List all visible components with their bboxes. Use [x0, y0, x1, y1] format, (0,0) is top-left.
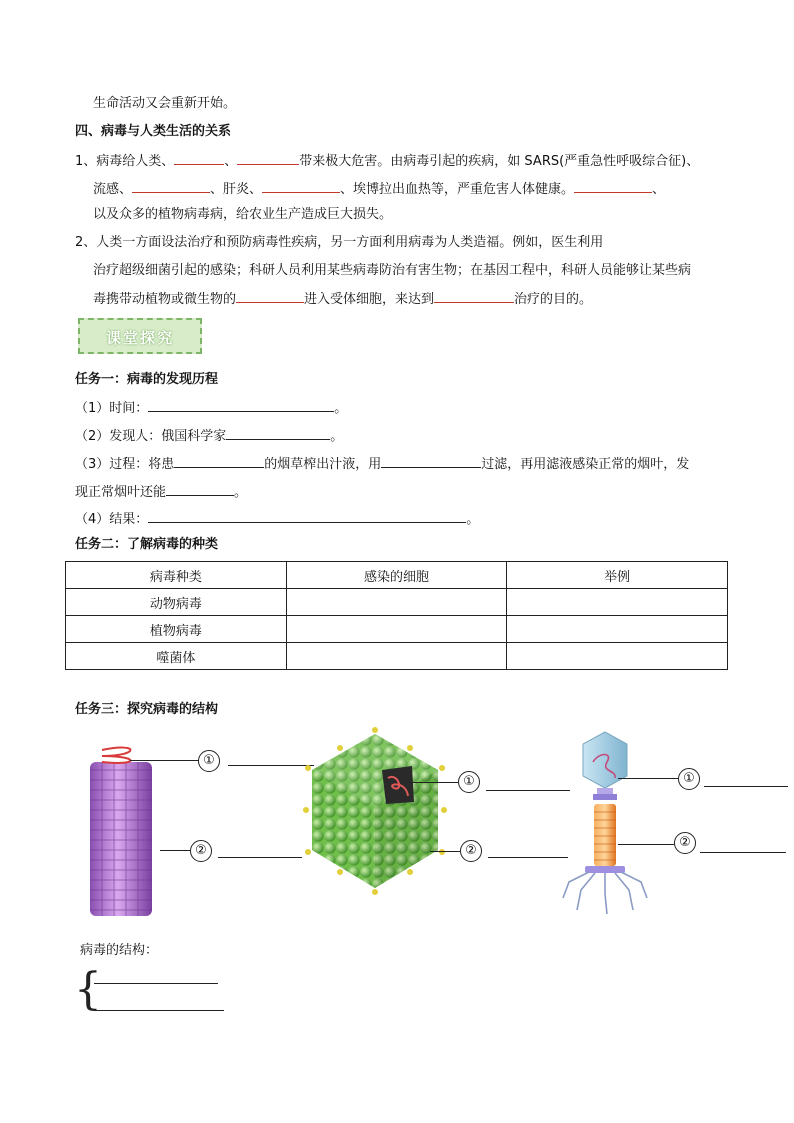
- answer-blank[interactable]: [704, 786, 788, 787]
- table-row: [66, 643, 728, 670]
- task1-q4: （4）结果： 。: [75, 508, 479, 530]
- rod-virus-illustration: [80, 740, 160, 920]
- leader-line: [410, 782, 458, 783]
- blank[interactable]: [166, 481, 234, 496]
- table-cell-blank[interactable]: [507, 616, 728, 643]
- section4-item2-line2: 治疗超级细菌引起的感染；科研人员利用某些病毒防治有害生物；在基因工程中，科研人员能够让某些病: [93, 263, 692, 278]
- blank[interactable]: [574, 178, 652, 193]
- blank[interactable]: [237, 150, 299, 165]
- label-1: ①: [458, 771, 480, 793]
- task1-q1: （1）时间： 。: [75, 397, 347, 419]
- task1-q2: （2）发现人：俄国科学家 。: [75, 425, 343, 447]
- label-1: ①: [678, 768, 700, 790]
- section-banner: [78, 318, 202, 354]
- table-cell: 植物病毒: [66, 616, 287, 643]
- answer-blank[interactable]: [218, 857, 302, 858]
- leader-line: [160, 850, 190, 851]
- answer-blank[interactable]: [94, 983, 218, 984]
- intro-line: 生命活动又会重新开始。: [93, 96, 237, 111]
- leader-line: [618, 778, 678, 779]
- table-cell-blank[interactable]: [286, 643, 507, 670]
- leader-line: [618, 844, 674, 845]
- blank[interactable]: [148, 397, 334, 412]
- table-header: 病毒种类: [66, 562, 287, 589]
- blank[interactable]: [174, 453, 264, 468]
- table-row: [66, 589, 728, 616]
- answer-blank[interactable]: [700, 852, 786, 853]
- table-cell-blank[interactable]: [507, 589, 728, 616]
- blank[interactable]: [381, 453, 481, 468]
- answer-blank[interactable]: [94, 1010, 224, 1011]
- blank[interactable]: [226, 425, 330, 440]
- table-cell-blank[interactable]: [507, 643, 728, 670]
- table-row: [66, 616, 728, 643]
- blank[interactable]: [148, 508, 466, 523]
- bacteriophage-illustration: [555, 722, 675, 917]
- table-cell-blank[interactable]: [286, 589, 507, 616]
- blank[interactable]: [262, 178, 340, 193]
- brace-symbol: {: [74, 964, 102, 1015]
- task1-heading: 任务一：病毒的发现历程: [75, 372, 219, 387]
- virus-type-table: [65, 561, 728, 670]
- table-cell: 动物病毒: [66, 589, 287, 616]
- leader-line: [130, 760, 200, 761]
- section4-item2-line1: 2、人类一方面设法治疗和预防病毒性疾病，另一方面利用病毒为人类造福。例如，医生利用: [75, 235, 604, 250]
- blank[interactable]: [236, 288, 304, 303]
- task2-heading: 任务二：了解病毒的种类: [75, 537, 219, 552]
- task1-q3-line2: 现正常烟叶还能 。: [75, 481, 247, 503]
- table-header: 举例: [507, 562, 728, 589]
- table-header-row: [66, 562, 728, 589]
- label-1: ①: [198, 750, 220, 772]
- task3-heading: 任务三：探究病毒的结构: [75, 702, 219, 717]
- section4-item1-line3: 以及众多的植物病毒病，给农业生产造成巨大损失。: [93, 207, 393, 222]
- label-2: ②: [674, 832, 696, 854]
- icosahedral-virus-illustration: [300, 722, 450, 902]
- section4-heading: 四、病毒与人类生活的关系: [75, 124, 232, 139]
- section4-item1-line1: 1、病毒给人类、 、 带来极大危害。由病毒引起的疾病，如 SARS(严重急性呼吸综合征)、: [75, 150, 699, 172]
- table-cell: 噬菌体: [66, 643, 287, 670]
- label-2: ②: [190, 840, 212, 862]
- section4-item2-line3: 毒携带动植物或微生物的 进入受体细胞，来达到 治疗的目的。: [93, 288, 592, 310]
- blank[interactable]: [132, 178, 210, 193]
- section4-item1-line2: 流感、 、肝炎、 、埃博拉出血热等，严重危害人体健康。 、: [93, 178, 665, 200]
- table-header: 感染的细胞: [286, 562, 507, 589]
- label-2: ②: [460, 840, 482, 862]
- table-cell-blank[interactable]: [286, 616, 507, 643]
- leader-line: [430, 851, 460, 852]
- banner-label: 课堂探究: [105, 329, 174, 347]
- task1-q3-line1: （3）过程：将患 的烟草榨出汁液，用 过滤，再用滤液感染正常的烟叶，发: [75, 453, 689, 475]
- blank[interactable]: [434, 288, 514, 303]
- structure-label: 病毒的结构：: [80, 943, 159, 958]
- blank[interactable]: [174, 150, 224, 165]
